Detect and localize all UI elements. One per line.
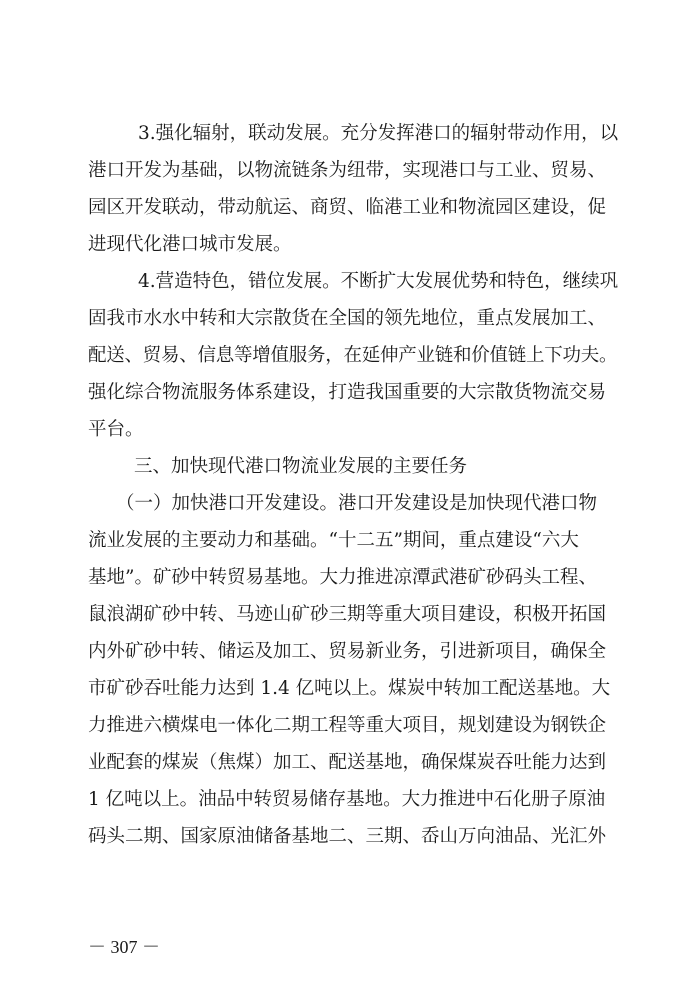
paragraph-line: 内外矿砂中转、储运及加工、贸易新业务，引进新项目，确保全 bbox=[88, 641, 607, 662]
paragraph-line: 固我市水水中转和大宗散货在全国的领先地位，重点发展加工、 bbox=[88, 308, 607, 329]
paragraph-line: 强化综合物流服务体系建设，打造我国重要的大宗散货物流交易 bbox=[88, 382, 607, 403]
paragraph-line: 力推进六横煤电一体化二期工程等重大项目，规划建设为钢铁企 bbox=[88, 715, 607, 736]
paragraph-line: 基地”。矿砂中转贸易基地。大力推进凉潭武港矿砂码头工程、 bbox=[88, 567, 597, 588]
section-heading: 三、加快现代港口物流业发展的主要任务 bbox=[134, 456, 468, 477]
paragraph-line: 业配套的煤炭（焦煤）加工、配送基地，确保煤炭吞吐能力达到 bbox=[88, 752, 607, 773]
paragraph-line: 码头二期、国家原油储备基地二、三期、岙山万向油品、光汇外 bbox=[88, 826, 607, 847]
paragraph-line: 配送、贸易、信息等增值服务，在延伸产业链和价值链上下功夫。 bbox=[88, 345, 618, 366]
paragraph-line: 鼠浪湖矿砂中转、马迹山矿砂三期等重大项目建设，积极开拓国 bbox=[88, 604, 607, 625]
paragraph-line: 园区开发联动，带动航运、商贸、临港工业和物流园区建设，促 bbox=[88, 197, 607, 218]
paragraph-line: （一）加快港口开发建设。港口开发建设是加快现代港口物 bbox=[116, 493, 598, 514]
paragraph-line: 平台。 bbox=[88, 419, 144, 440]
page-number: － 307 － bbox=[88, 937, 160, 957]
paragraph-line: 1 亿吨以上。油品中转贸易储存基地。大力推进中石化册子原油 bbox=[88, 789, 606, 810]
paragraph-line: 3.强化辐射，联动发展。充分发挥港口的辐射带动作用，以 bbox=[138, 123, 619, 144]
paragraph-line: 港口开发为基础，以物流链条为纽带，实现港口与工业、贸易、 bbox=[88, 160, 607, 181]
paragraph-line: 市矿砂吞吐能力达到 1.4 亿吨以上。煤炭中转加工配送基地。大 bbox=[88, 678, 611, 699]
paragraph-line: 流业发展的主要动力和基础。“十二五”期间，重点建设“六大 bbox=[88, 530, 579, 551]
paragraph-line: 4.营造特色，错位发展。不断扩大发展优势和特色，继续巩 bbox=[138, 271, 619, 292]
paragraph-line: 进现代化港口城市发展。 bbox=[88, 234, 292, 255]
